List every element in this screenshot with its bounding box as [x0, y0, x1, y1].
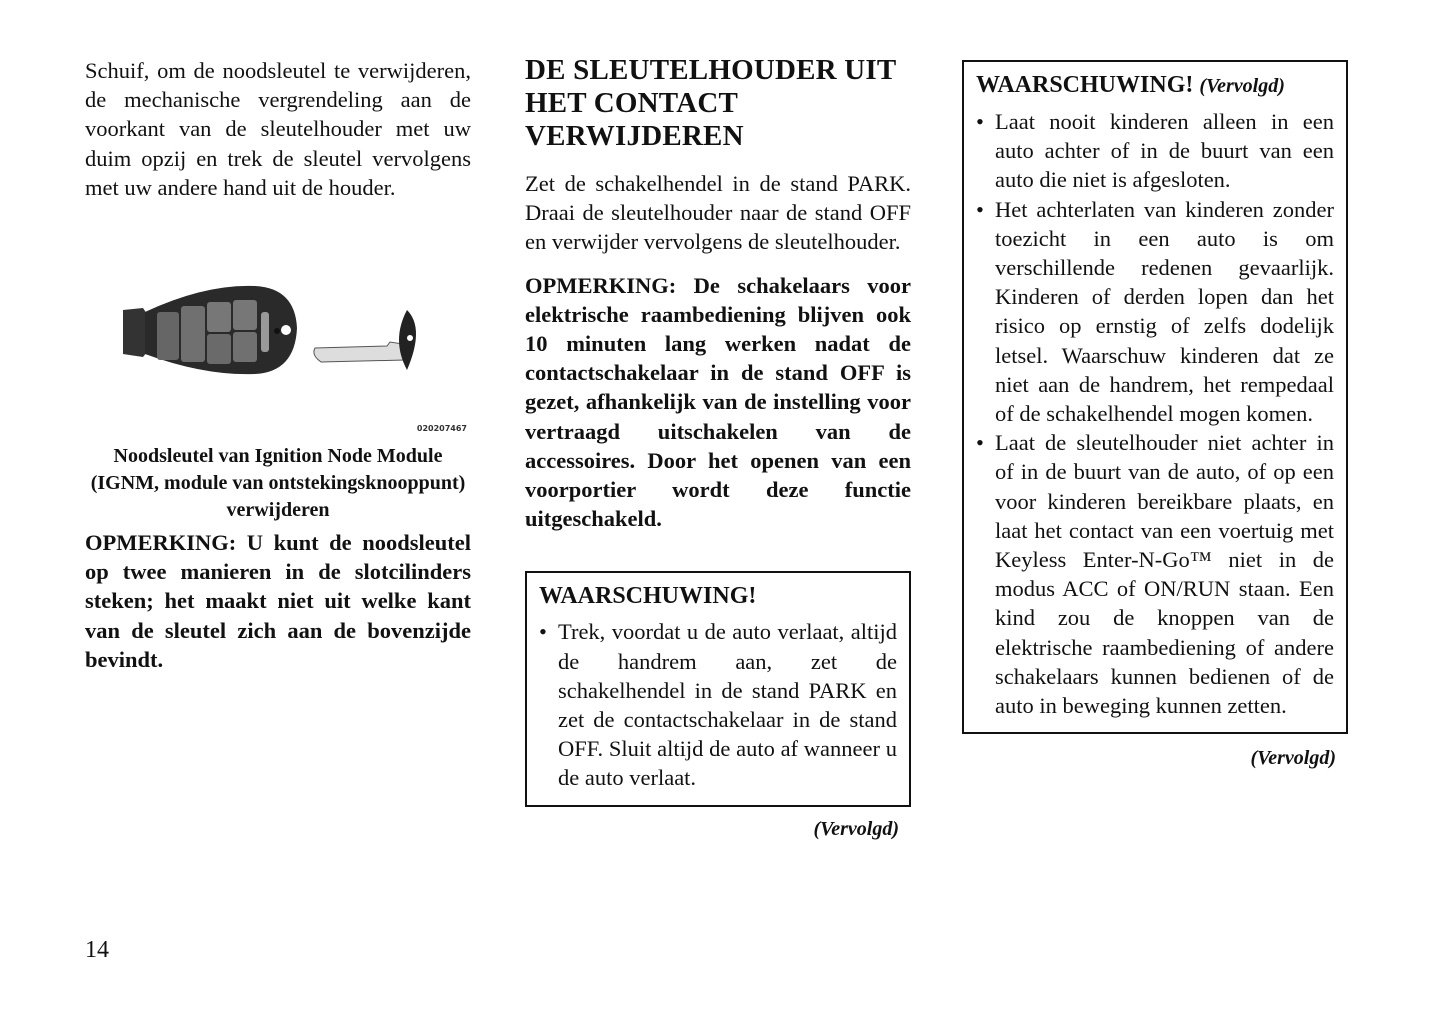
- page-number: 14: [85, 937, 109, 963]
- warning-subtitle: (Vervolgd): [1199, 75, 1285, 97]
- continued-label: (Vervolgd): [813, 817, 899, 840]
- note-paragraph: OPMERKING: De schakelaars voor elektrische raambediening blijven ook 10 minuten lang werken nadat de contactschakelaar in de stand OFF is gezet, afhankelijk van de instelling voor vertraagd uitschakelen van de accessoires. Door het openen van een voorportier wordt deze functie uitgeschakeld.: [525, 272, 911, 532]
- warning-item: • Trek, voordat u de auto verlaat, altijd de handrem aan, zet de schakelhendel in de stand PARK en zet de contactschakelaar in de stand OFF. Sluit altijd de auto af wanneer u de auto verlaat.: [539, 617, 897, 792]
- figure-id: 020207467: [416, 424, 467, 434]
- figure-caption: Noodsleutel van Ignition Node Module (IGNM, module van ontstekingsknooppunt) verwijderen: [90, 445, 466, 522]
- column-1: [85, 56, 471, 674]
- key-fob-illustration: [85, 224, 471, 439]
- continued-label: (Vervolgd): [1250, 747, 1336, 770]
- warning-item: • Het achterlaten van kinderen zonder toezicht in een auto is om verschillende redenen gevaarlijk. Kinderen of derden lopen dan het risico op ernstig of zelfs dodelijk letsel. Waarschuw kinderen dat ze niet aan de handrem, het rempedaal of de schakelhendel mogen komen.: [976, 195, 1334, 429]
- warning-box-continued: [962, 60, 1348, 734]
- key-fob-figure: [85, 224, 471, 439]
- column-2: [525, 54, 911, 844]
- intro-paragraph: Schuif, om de noodsleutel te verwijderen, de mechanische vergrendeling aan de voorkant van de sleutelhouder met uw duim opzij en trek de sleutel vervolgens met uw andere hand uit de houder.: [85, 58, 471, 200]
- warning-box: [525, 571, 911, 806]
- warning-title: WAARSCHUWING!: [976, 72, 1194, 98]
- note-paragraph: OPMERKING: U kunt de noodsleutel op twee manieren in de slotcilinders steken; het maakt niet uit welke kant van de sleutel zich aan de bovenzijde bevindt.: [85, 530, 471, 672]
- section-heading: DE SLEUTELHOUDER UIT HET CONTACT VERWIJDEREN: [525, 54, 896, 152]
- warning-item: • Laat nooit kinderen alleen in een auto achter of in de buurt van een auto die niet is afgesloten.: [976, 107, 1334, 195]
- warning-item: • Laat de sleutelhouder niet achter in of in de buurt van de auto, of op een voor kinderen bereikbare plaats, en laat het contact van een voertuig met Keyless Enter-N-Go™ niet in de modus ACC of ON/RUN staan. Een kind zou de knoppen van de elektrische raambediening of andere schakelaars kunnen bedienen of de auto in beweging kunnen zetten.: [976, 428, 1334, 720]
- warning-title: WAARSCHUWING!: [539, 583, 757, 610]
- body-paragraph: Zet de schakelhendel in de stand PARK. Draai de sleutelhouder naar de stand OFF en verwijder vervolgens de sleutelhouder.: [525, 171, 911, 255]
- column-3: [962, 60, 1348, 773]
